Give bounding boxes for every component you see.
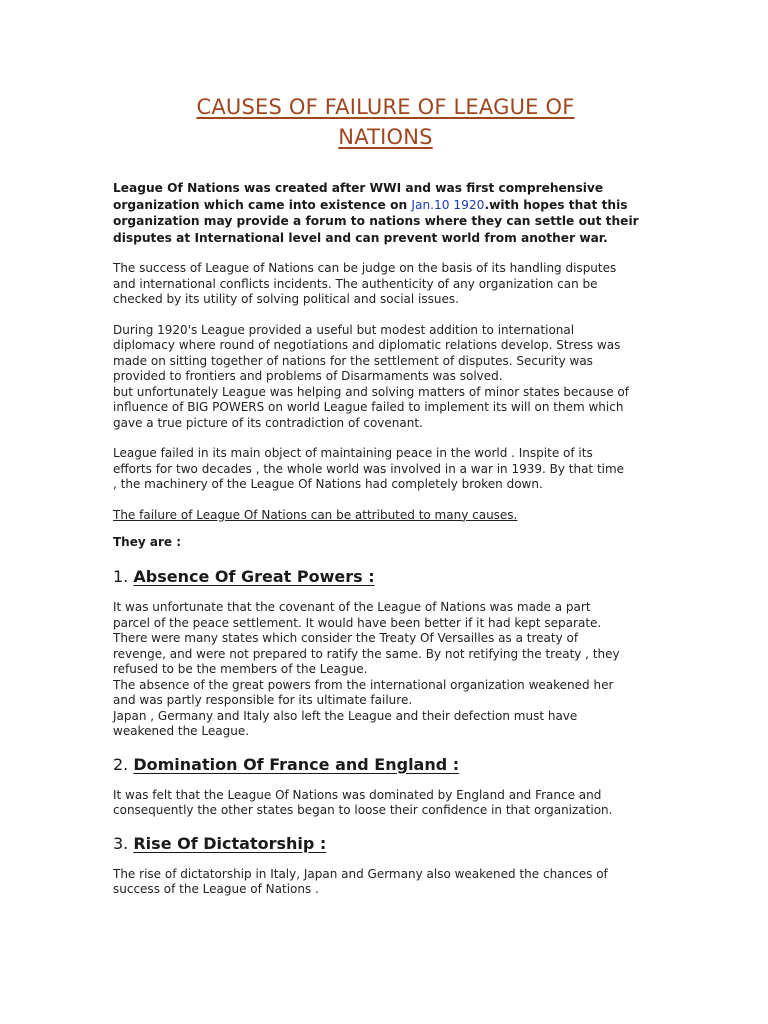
paragraph-line: It was felt that the League Of Nations was dominated by England and France and: [113, 787, 602, 802]
cause-title: Rise Of Dictatorship :: [133, 833, 327, 853]
paragraph-line: The success of League of Nations can be judge on the basis of its handling disputes: [113, 261, 617, 275]
cause-number: 2.: [113, 754, 129, 774]
lead-text-after: .with hopes that this organization may provide a forum to nations where they can settle out their disputes at International level and can prevent world from another war.: [113, 197, 639, 245]
paragraph-line: During 1920's League provided a useful but modest addition to international: [113, 322, 575, 337]
lead-paragraph: [113, 180, 658, 246]
paragraph-failure: [113, 446, 658, 493]
paragraph-line: consequently the other states began to loose their confidence in that organization.: [113, 803, 613, 817]
cause-heading-3: [113, 834, 658, 854]
paragraph-line: influence of BIG POWERS on world League failed to implement its will on them which: [113, 400, 624, 414]
title-line-2: NATIONS: [338, 125, 433, 149]
paragraph-line: diplomacy where round of negotiations and diplomatic relations develop. Stress was: [113, 338, 621, 352]
paragraph-line: Japan , Germany and Italy also left the League and their defection must have: [113, 708, 578, 723]
paragraph-line: , the machinery of the League Of Nations had completely broken down.: [113, 477, 543, 491]
paragraph-line: refused to be the members of the League.: [113, 662, 368, 676]
document-page: [113, 92, 658, 913]
paragraph-line: made on sitting together of nations for the settlement of disputes. Security was: [113, 353, 593, 368]
paragraph-line: revenge, and were not prepared to ratify the same. By not retifying the treaty , they: [113, 646, 620, 661]
document-title: [113, 92, 658, 152]
paragraph-line: The rise of dictatorship in Italy, Japan and Germany also weakened the chances of: [113, 866, 608, 881]
paragraph-line: and international conflicts incidents. The authenticity of any organization can be: [113, 276, 598, 291]
paragraph-line: but unfortunately League was helping and solving matters of minor states because of: [113, 384, 629, 399]
they-are-label: They are :: [113, 535, 181, 549]
cause-heading-2: [113, 755, 658, 775]
paragraph-1920s: [113, 323, 658, 432]
paragraph-line: and was partly responsible for its ultimate failure.: [113, 693, 413, 707]
paragraph-line: checked by its utility of solving political and social issues.: [113, 292, 459, 306]
title-line-1: CAUSES OF FAILURE OF LEAGUE OF: [196, 95, 575, 119]
founding-date: Jan.10 1920: [411, 197, 485, 212]
paragraph-success: [113, 261, 658, 308]
paragraph-line: weakened the League.: [113, 724, 250, 738]
lead-text-before: League Of Nations was created after WWI and was first comprehensive organization which came into existence on: [113, 181, 604, 212]
paragraph-line: gave a true picture of its contradiction of covenant.: [113, 415, 423, 430]
cause-number: 3.: [113, 833, 129, 853]
paragraph-line: It was unfortunate that the covenant of the League of Nations was made a part: [113, 600, 591, 614]
paragraph-line: efforts for two decades , the whole world was involved in a war in 1939. By that time: [113, 461, 625, 476]
paragraph-line: The absence of the great powers from the international organization weakened her: [113, 677, 614, 692]
paragraph-line: success of the League of Nations .: [113, 882, 319, 896]
cause-body-3: [113, 867, 658, 898]
paragraph-line: provided to frontiers and problems of Disarmaments was solved.: [113, 369, 503, 383]
cause-body-2: [113, 788, 658, 819]
cause-heading-1: [113, 567, 658, 587]
cause-title: Domination Of France and England :: [133, 754, 460, 774]
cause-number: 1.: [113, 567, 129, 586]
paragraph-line: League failed in its main object of maintaining peace in the world . Inspite of its: [113, 446, 593, 460]
paragraph-line: There were many states which consider the Treaty Of Versailles as a treaty of: [113, 631, 579, 645]
causes-intro: The failure of League Of Nations can be attributed to many causes.: [113, 507, 518, 522]
cause-body-1: [113, 600, 658, 740]
cause-title: Absence Of Great Powers :: [133, 567, 375, 586]
paragraph-line: parcel of the peace settlement. It would have been better if it had kept separate.: [113, 615, 602, 630]
